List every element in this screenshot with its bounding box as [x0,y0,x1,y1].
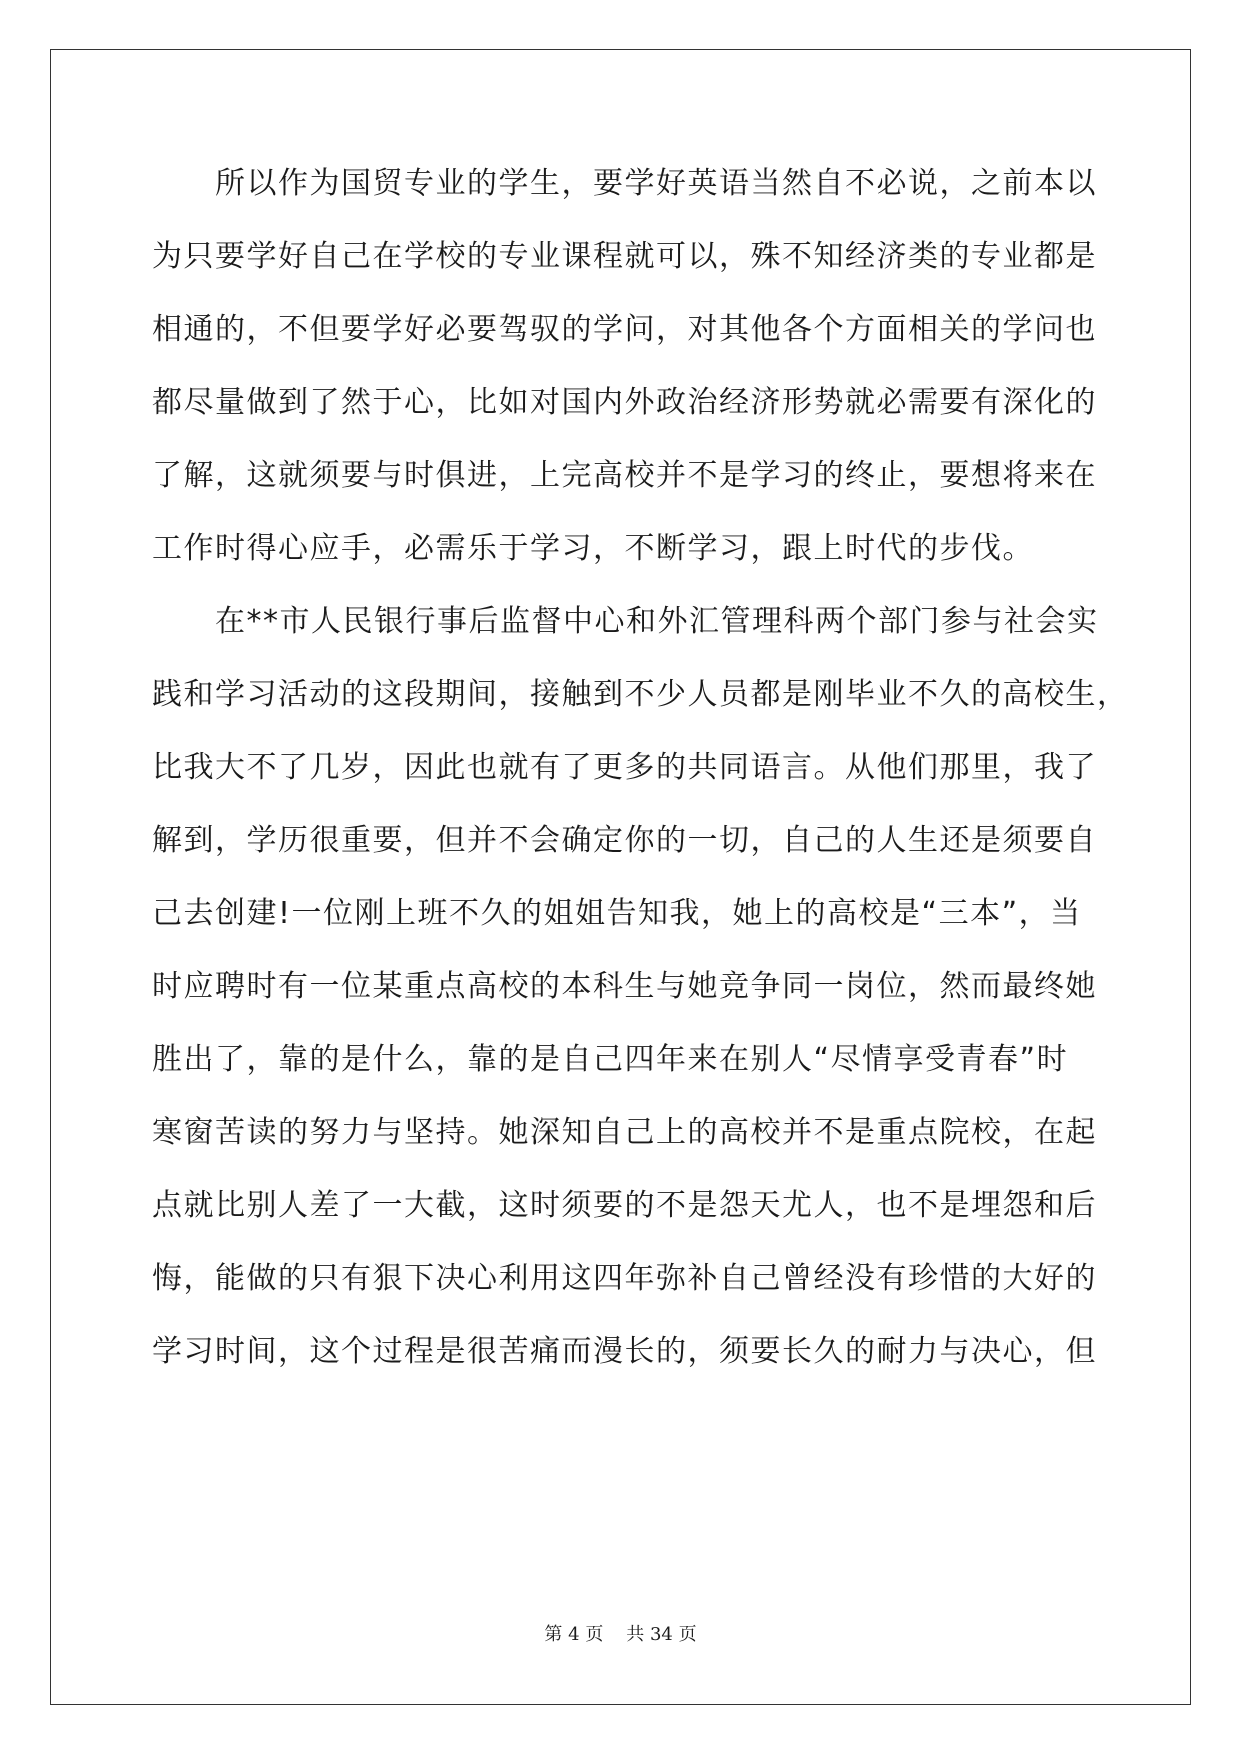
text-line: 比我大不了几岁，因此也就有了更多的共同语言。从他们那里，我了 [152,750,1097,785]
text-line: 寒窗苦读的努力与坚持。她深知自己上的高校并不是重点院校，在起 [152,1115,1097,1150]
text-line: 在**市人民银行事后监督中心和外汇管理科两个部门参与社会实 [152,604,1099,639]
text-line: 了解，这就须要与时俱进，上完高校并不是学习的终止，要想将来在 [152,458,1097,493]
text-line: 己去创建!一位刚上班不久的姐姐告知我，她上的高校是“三本”，当 [152,896,1082,931]
text-line: 工作时得心应手，必需乐于学习，不断学习，跟上时代的步伐。 [152,531,1034,566]
text-line: 点就比别人差了一大截，这时须要的不是怨天尤人，也不是埋怨和后 [152,1188,1097,1223]
total-pages: 共 34 页 [626,1624,697,1645]
text-line: 胜出了，靠的是什么，靠的是自己四年来在别人“尽情享受青春”时 [152,1042,1069,1077]
text-line: 时应聘时有一位某重点高校的本科生与她竞争同一岗位，然而最终她 [152,969,1097,1004]
text-line: 学习时间，这个过程是很苦痛而漫长的，须要长久的耐力与决心，但 [152,1334,1097,1369]
page-border [50,49,1191,1705]
text-line: 为只要学好自己在学校的专业课程就可以，殊不知经济类的专业都是 [152,239,1097,274]
text-line: 解到，学历很重要，但并不会确定你的一切，自己的人生还是须要自 [152,823,1097,858]
text-line: 悔，能做的只有狠下决心利用这四年弥补自己曾经没有珍惜的大好的 [152,1261,1097,1296]
text-line: 都尽量做到了然于心，比如对国内外政治经济形势就必需要有深化的 [152,385,1097,420]
text-line: 践和学习活动的这段期间，接触到不少人员都是刚毕业不久的高校生， [152,677,1129,712]
text-line: 相通的，不但要学好必要驾驭的学问，对其他各个方面相关的学问也 [152,312,1097,347]
page-footer [0,1620,1241,1646]
page-number: 第 4 页 [544,1624,604,1645]
text-line: 所以作为国贸专业的学生，要学好英语当然自不必说，之前本以 [152,166,1097,201]
